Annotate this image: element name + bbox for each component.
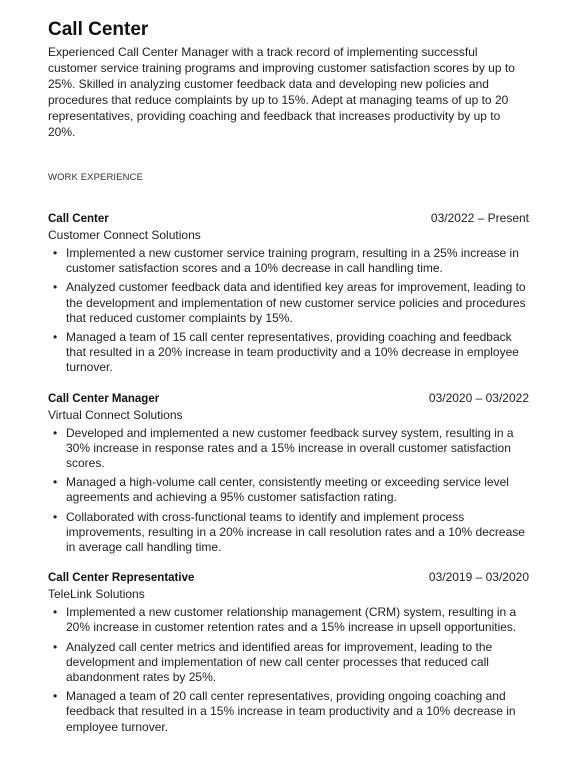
bullet-icon: •	[53, 689, 58, 704]
achievement-item	[48, 510, 529, 556]
job-header	[48, 390, 529, 406]
achievement-item	[48, 475, 529, 505]
achievement-text: Collaborated with cross-functional teams to identify and implement process improvements, resulting in a 20% increase in call resolution rates and a 10% decrease in average call handling time.	[66, 509, 525, 555]
bullet-icon: •	[53, 280, 58, 295]
job-dates: 03/2022 – Present	[430, 211, 529, 225]
bullet-icon: •	[53, 605, 58, 620]
job-dates: 03/2020 – 03/2022	[428, 390, 529, 405]
achievement-item	[48, 426, 529, 472]
job-title: Call Center Manager	[48, 392, 160, 405]
achievement-text: Managed a team of 15 call center representatives, providing coaching and feedback that resulted in a 20% increase in team productivity and a 10% decrease in employee turnover.	[66, 330, 519, 375]
bullet-icon: •	[53, 330, 58, 345]
bullet-icon: •	[53, 639, 58, 654]
job-title: Call Center Representative	[48, 572, 195, 585]
job-dates: 03/2019 – 03/2020	[428, 570, 529, 585]
company-name: TeleLink Solutions	[48, 587, 145, 602]
bullet-icon: •	[53, 246, 58, 260]
bullet-icon: •	[53, 475, 58, 490]
company-name: Customer Connect Solutions	[48, 228, 201, 242]
achievement-item	[48, 330, 529, 376]
company-name: Virtual Connect Solutions	[48, 407, 183, 422]
job-header	[48, 569, 529, 585]
bullet-icon: •	[53, 509, 58, 524]
achievement-text: Managed a team of 20 call center representatives, providing ongoing coaching and feedback that resulted in a 15% increase in team productivity and a 10% decrease in employee turnover.	[66, 689, 516, 734]
job-entry	[48, 210, 529, 376]
achievement-text: Managed a high-volume call center, consistently meeting or exceeding service level agreements and achieving a 95% customer satisfaction rating.	[66, 475, 509, 505]
professional-summary: Experienced Call Center Manager with a track record of implementing successful customer service training programs and improving customer satisfaction scores by up to 25%. Skilled in analyzing customer feedback data and developing new policies and procedures that reduce complaints by up to 15%. Adept at managing teams of up to 20 representatives, providing coaching and feedback that increases productivity by up to 20%.	[48, 45, 515, 139]
section-heading-work-experience: WORK EXPERIENCE	[48, 172, 143, 183]
achievement-text: Implemented a new customer service training program, resulting in a 25% increase in customer satisfaction scores and a 10% decrease in call handling time.	[66, 246, 519, 276]
achievement-text: Implemented a new customer relationship management (CRM) system, resulting in a 20% increase in customer retention rates and a 15% increase in upsell opportunities.	[66, 605, 517, 635]
achievement-list	[48, 246, 529, 376]
achievement-text: Analyzed customer feedback data and identified key areas for improvement, leading to the development and implementation of new customer service policies and procedures that reduced customer complaints by 15%.	[66, 280, 526, 325]
achievement-text: Analyzed call center metrics and identified areas for improvement, leading to the development and implementation of new call center processes that reduced call abandonment rates by 25%.	[66, 639, 493, 685]
resume-title: Call Center	[48, 19, 149, 40]
achievement-item	[48, 280, 529, 326]
achievement-item	[48, 689, 529, 735]
job-title: Call Center	[48, 213, 109, 225]
achievement-list	[48, 426, 529, 556]
bullet-icon: •	[53, 425, 58, 440]
achievement-item	[48, 246, 529, 276]
achievement-item	[48, 605, 529, 635]
job-entry	[48, 569, 529, 735]
achievement-item	[48, 640, 529, 686]
achievement-text: Developed and implemented a new customer feedback survey system, resulting in a 30% increase in response rates and a 15% increase in overall customer satisfaction scores.	[66, 425, 514, 471]
job-header	[48, 210, 529, 226]
achievement-list	[48, 605, 529, 735]
job-entry	[48, 390, 529, 556]
